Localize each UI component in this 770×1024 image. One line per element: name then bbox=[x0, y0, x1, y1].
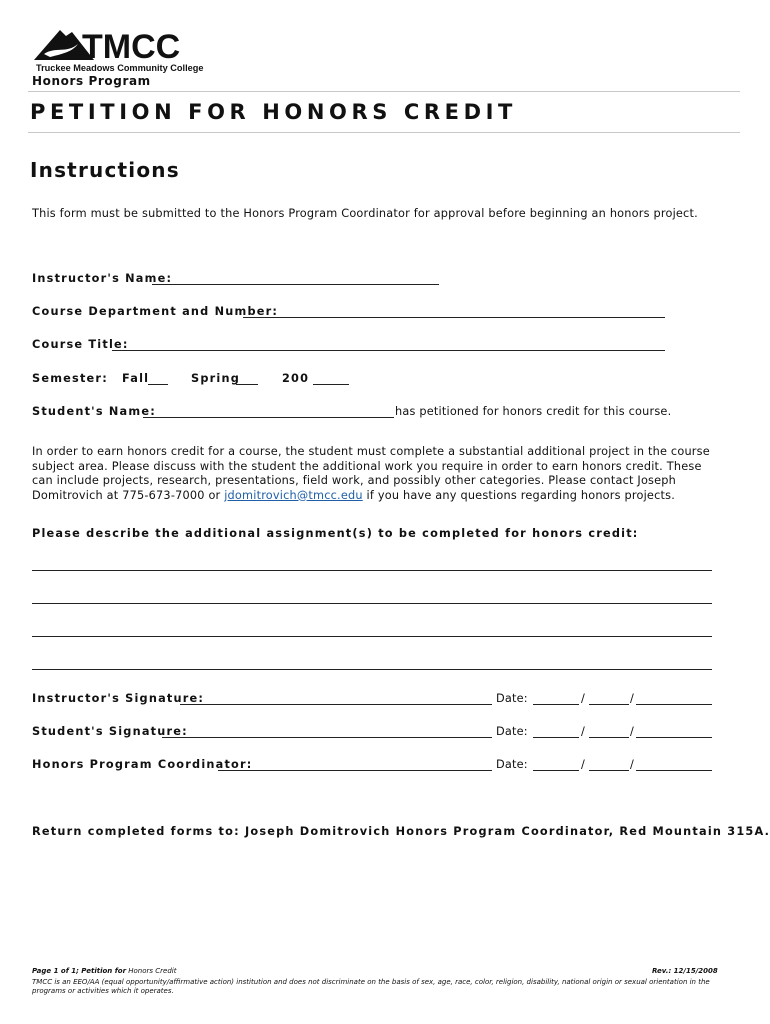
assignment-line[interactable] bbox=[32, 669, 712, 670]
instructor-signature-field[interactable] bbox=[180, 704, 492, 705]
coordinator-signature-label: Honors Program Coordinator: bbox=[32, 758, 253, 771]
email-link[interactable]: jdomitrovich@tmcc.edu bbox=[224, 488, 363, 502]
date-label: Date: bbox=[496, 758, 528, 771]
date-month-field[interactable] bbox=[533, 737, 579, 738]
logo-text: TMCC bbox=[82, 28, 181, 66]
footer-page-number: Page 1 of 1; Petition for bbox=[32, 967, 127, 975]
coordinator-signature-field[interactable] bbox=[218, 770, 492, 771]
date-year-field[interactable] bbox=[636, 737, 712, 738]
instructions-heading: Instructions bbox=[30, 158, 180, 182]
paragraph-text: In order to earn honors credit for a course, the student must complete a substantial additional project in the course subject area. Please discuss with the student the additional work you require in order to earn honors credit. These can include projects, research, presentations, field work, and possibly other categories. Please contact Joseph Domitrovich at 775-673-7000 or bbox=[32, 445, 710, 502]
date-separator: / bbox=[581, 725, 586, 738]
date-day-field[interactable] bbox=[589, 704, 629, 705]
tmcc-logo bbox=[32, 24, 232, 76]
student-name-field[interactable] bbox=[143, 417, 394, 418]
college-name: Truckee Meadows Community College bbox=[36, 63, 204, 73]
divider bbox=[28, 132, 740, 133]
date-day-field[interactable] bbox=[589, 737, 629, 738]
describe-label: Please describe the additional assignment(s) to be completed for honors credit: bbox=[32, 527, 639, 540]
assignment-line[interactable] bbox=[32, 636, 712, 637]
instructor-signature-label: Instructor's Signature: bbox=[32, 692, 205, 705]
course-title-label: Course Title: bbox=[32, 338, 129, 351]
footer-doc-name: Honors Credit bbox=[128, 967, 177, 975]
date-separator: / bbox=[630, 758, 635, 771]
date-month-field[interactable] bbox=[533, 704, 579, 705]
instructor-name-label: Instructor's Name: bbox=[32, 272, 173, 285]
date-year-field[interactable] bbox=[636, 770, 712, 771]
date-separator: / bbox=[630, 725, 635, 738]
footer-page bbox=[32, 967, 177, 975]
student-signature-field[interactable] bbox=[162, 737, 492, 738]
instructions-text: This form must be submitted to the Honors Program Coordinator for approval before beginning an honors project. bbox=[32, 207, 698, 220]
instructor-name-field[interactable] bbox=[152, 284, 439, 285]
fall-field[interactable] bbox=[148, 384, 168, 385]
date-label: Date: bbox=[496, 692, 528, 705]
course-title-field[interactable] bbox=[112, 350, 665, 351]
date-day-field[interactable] bbox=[589, 770, 629, 771]
course-dept-label: Course Department and Number: bbox=[32, 305, 279, 318]
program-name: Honors Program bbox=[32, 74, 151, 88]
semester-label: Semester: bbox=[32, 372, 108, 385]
year-label: 200 bbox=[282, 372, 310, 385]
fall-label: Fall bbox=[122, 372, 150, 385]
date-separator: / bbox=[581, 758, 586, 771]
student-name-label: Student's Name: bbox=[32, 405, 156, 418]
assignment-line[interactable] bbox=[32, 570, 712, 571]
date-label: Date: bbox=[496, 725, 528, 738]
page-title: PETITION FOR HONORS CREDIT bbox=[30, 100, 517, 124]
date-year-field[interactable] bbox=[636, 704, 712, 705]
student-signature-label: Student's Signature: bbox=[32, 725, 188, 738]
year-field[interactable] bbox=[313, 384, 349, 385]
date-separator: / bbox=[581, 692, 586, 705]
date-month-field[interactable] bbox=[533, 770, 579, 771]
course-dept-field[interactable] bbox=[243, 317, 665, 318]
honors-info-paragraph bbox=[32, 445, 722, 503]
paragraph-text-end: if you have any questions regarding honors projects. bbox=[366, 488, 676, 502]
footer-eeo-note: TMCC is an EEO/AA (equal opportunity/affirmative action) institution and does not discriminate on the basis of sex, age, race, color, religion, disability, national origin or sexual orientation in the programs or activities which it operates. bbox=[32, 978, 710, 995]
assignment-line[interactable] bbox=[32, 603, 712, 604]
petition-text: has petitioned for honors credit for this course. bbox=[395, 405, 672, 418]
footer-revision: Rev.: 12/15/2008 bbox=[652, 967, 718, 975]
divider bbox=[28, 91, 740, 92]
date-separator: / bbox=[630, 692, 635, 705]
return-instructions: Return completed forms to: Joseph Domitrovich Honors Program Coordinator, Red Mountain 315A. bbox=[32, 825, 770, 838]
spring-field[interactable] bbox=[236, 384, 258, 385]
spring-label: Spring bbox=[191, 372, 240, 385]
